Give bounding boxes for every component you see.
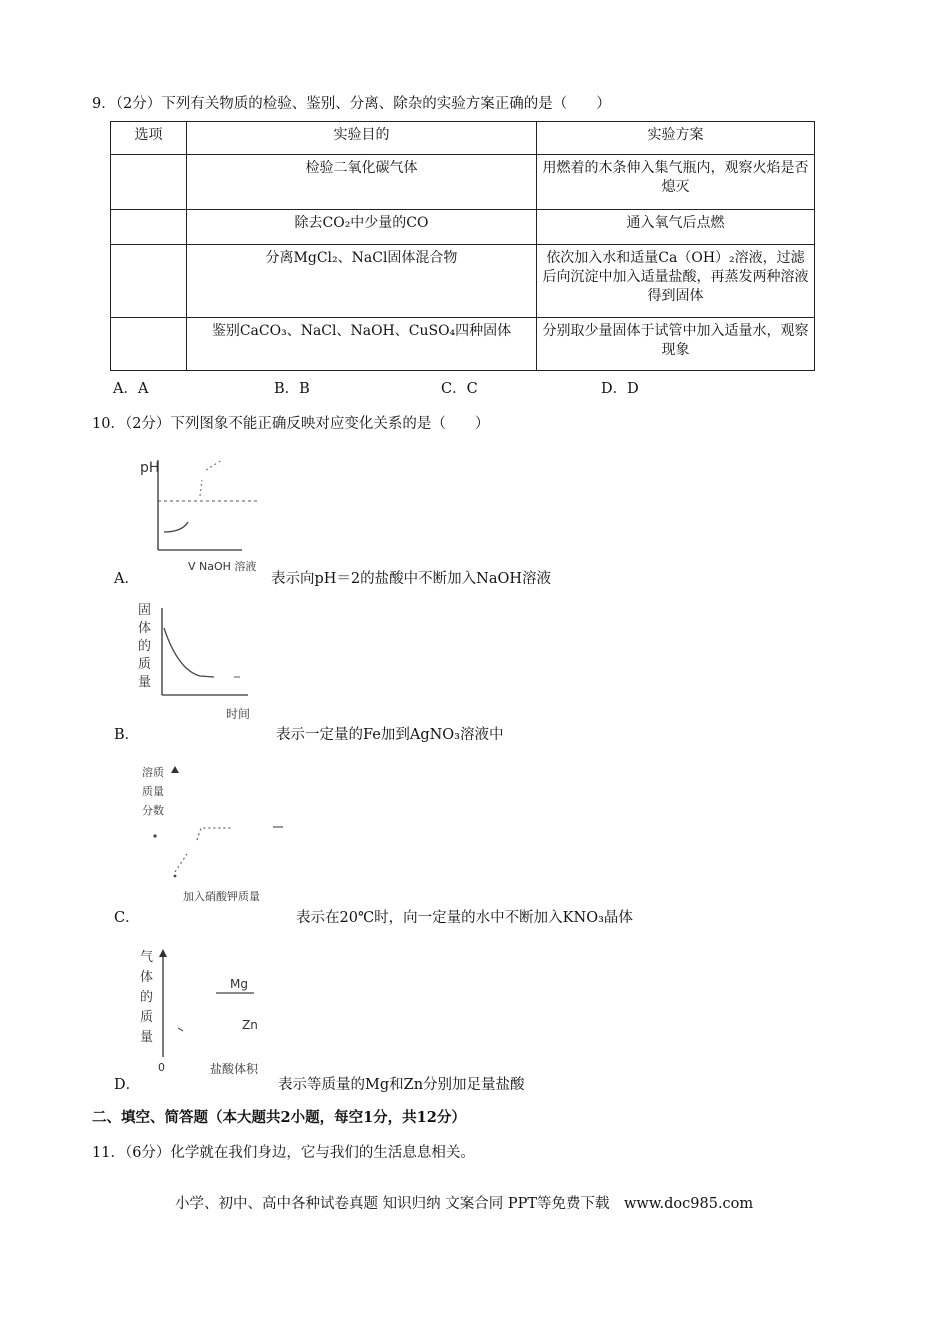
graph-d-ylabel-1: 体 bbox=[140, 970, 154, 985]
graph-c-xlabel: 加入硝酸钾质量 bbox=[183, 890, 260, 903]
graph-c-ylabel-2: 分数 bbox=[142, 804, 164, 817]
q9-table bbox=[110, 121, 815, 371]
q9-choice-a[interactable]: A．A bbox=[113, 381, 149, 397]
graph-d-zn-label: Zn bbox=[242, 1018, 258, 1032]
graph-a bbox=[130, 452, 270, 577]
graph-d-ylabel-2: 的 bbox=[140, 990, 154, 1005]
graph-b-ylabel-4: 量 bbox=[138, 675, 152, 690]
graph-a-curve-high bbox=[200, 460, 222, 496]
table-row bbox=[111, 210, 815, 245]
graph-c-arrow bbox=[171, 766, 179, 773]
graph-b-xlabel: 时间 bbox=[226, 707, 251, 721]
graph-c bbox=[135, 762, 305, 910]
graph-c-ylabel-0: 溶质 bbox=[142, 766, 164, 779]
graph-c-ylabel-1: 质量 bbox=[142, 785, 164, 798]
q10-option-b-text: 表示一定量的Fe加到AgNO₃溶液中 bbox=[276, 727, 504, 743]
graph-a-curve-low bbox=[164, 522, 188, 532]
q9-choice-b[interactable]: B．B bbox=[274, 381, 310, 397]
table-cell-option bbox=[111, 245, 187, 318]
graph-b bbox=[130, 600, 270, 725]
table-cell-purpose: 除去CO₂中少量的CO bbox=[187, 210, 537, 245]
table-cell-plan: 用燃着的木条伸入集气瓶内，观察火焰是否熄灭 bbox=[537, 155, 815, 210]
table-cell-purpose: 鉴别CaCO₃、NaCl、NaOH、CuSO₄四种固体 bbox=[187, 318, 537, 371]
graph-d-ylabel-0: 气 bbox=[140, 950, 154, 965]
table-cell-purpose: 分离MgCl₂、NaCl固体混合物 bbox=[187, 245, 537, 318]
table-cell-option bbox=[111, 210, 187, 245]
graph-b-curve bbox=[164, 628, 214, 677]
q10-option-d-letter[interactable]: D． bbox=[114, 1077, 141, 1093]
table-header-option: 选项 bbox=[111, 122, 187, 155]
table-cell-purpose: 检验二氧化碳气体 bbox=[187, 155, 537, 210]
graph-b-ylabel-3: 质 bbox=[138, 657, 152, 672]
q9-choice-d[interactable]: D．D bbox=[601, 381, 639, 397]
q10-option-a-letter[interactable]: A． bbox=[114, 571, 139, 587]
table-header-row bbox=[111, 122, 815, 155]
graph-b-ylabel-0: 固 bbox=[138, 603, 152, 618]
graph-c-origin-dot bbox=[174, 875, 177, 878]
table-cell-option bbox=[111, 318, 187, 371]
q10-option-b-letter[interactable]: B． bbox=[114, 727, 140, 743]
q10-stem: 10．（2分）下列图象不能正确反映对应变化关系的是（ ） bbox=[92, 416, 490, 432]
q10-option-c-text: 表示在20℃时，向一定量的水中不断加入KNO₃晶体 bbox=[296, 910, 633, 926]
page-footer: 小学、初中、高中各种试卷真题 知识归纳 文案合同 PPT等免费下载 www.doc985.com bbox=[175, 1196, 754, 1212]
table-cell-option bbox=[111, 155, 187, 210]
section-title: 二、填空、简答题（本大题共2小题，每空1分，共12分） bbox=[92, 1109, 466, 1126]
q9-choice-c[interactable]: C．C bbox=[441, 381, 478, 397]
graph-a-ylabel: pH bbox=[140, 460, 160, 476]
table-header-purpose: 实验目的 bbox=[187, 122, 537, 155]
table-cell-plan: 通入氧气后点燃 bbox=[537, 210, 815, 245]
graph-d-ylabel-4: 量 bbox=[140, 1030, 154, 1045]
graph-c-curve bbox=[175, 828, 231, 872]
graph-c-dot bbox=[153, 834, 156, 837]
graph-d-origin: 0 bbox=[158, 1061, 165, 1074]
q10-option-a-text: 表示向pH＝2的盐酸中不断加入NaOH溶液 bbox=[271, 571, 552, 587]
table-row bbox=[111, 318, 815, 371]
q10-option-d-text: 表示等质量的Mg和Zn分别加足量盐酸 bbox=[278, 1077, 525, 1093]
graph-d-curve-start bbox=[178, 1028, 183, 1031]
table-cell-plan: 分别取少量固体于试管中加入适量水，观察现象 bbox=[537, 318, 815, 371]
graph-b-ylabel-1: 体 bbox=[138, 621, 152, 636]
table-header-plan: 实验方案 bbox=[537, 122, 815, 155]
q11-stem: 11．（6分）化学就在我们身边，它与我们的生活息息相关。 bbox=[92, 1145, 475, 1161]
graph-d-xlabel: 盐酸体积 bbox=[210, 1062, 259, 1076]
table-cell-plan: 依次加入水和适量Ca（OH）₂溶液，过滤后向沉淀中加入适量盐酸，再蒸发两种溶液得到固体 bbox=[537, 245, 815, 318]
table-row bbox=[111, 155, 815, 210]
graph-d bbox=[130, 945, 280, 1077]
q9-stem: 9．（2分）下列有关物质的检验、鉴别、分离、除杂的实验方案正确的是（ ） bbox=[92, 96, 611, 112]
graph-d-mg-label: Mg bbox=[230, 977, 248, 991]
table-row bbox=[111, 245, 815, 318]
graph-a-xlabel: V NaOH 溶液 bbox=[188, 560, 257, 573]
graph-d-ylabel-3: 质 bbox=[140, 1010, 154, 1025]
q10-option-c-letter[interactable]: C． bbox=[114, 910, 140, 926]
graph-b-ylabel-2: 的 bbox=[138, 639, 152, 654]
